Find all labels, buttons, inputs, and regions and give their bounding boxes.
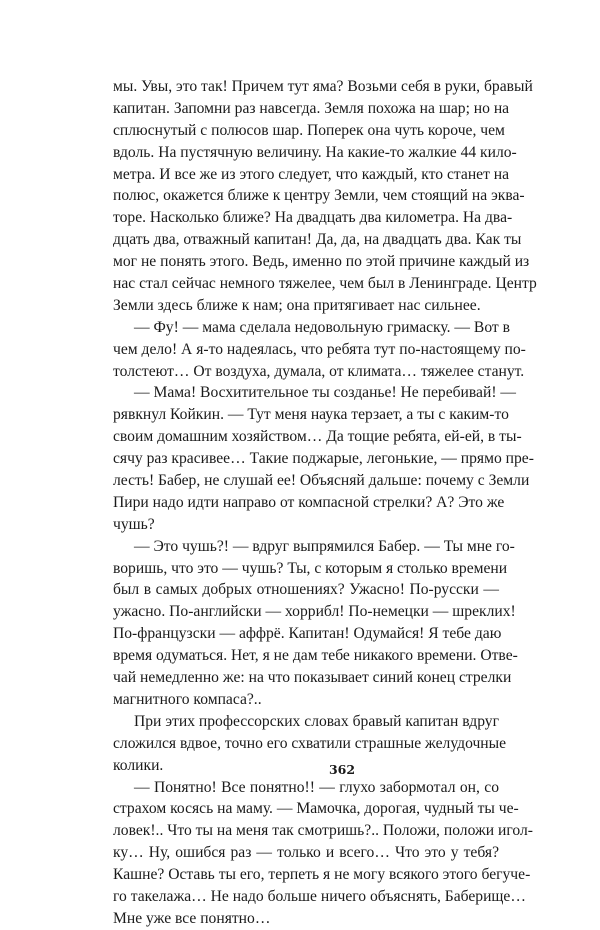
text-line: — Понятно! Все понятно!! — глухо забормотал он, со	[134, 778, 499, 796]
text-line: мы. Увы, это так! Причем тут яма? Возьми себя в руки, бравый	[113, 78, 533, 95]
text-line: Кашне? Оставь ты его, терпеть я не могу всякого этого бегуче-	[113, 866, 531, 884]
text-line: Земли здесь ближе к нам; она притягивает нас сильнее.	[113, 296, 481, 314]
text-line: магнитного компаса?..	[113, 690, 262, 708]
text-line: рявкнул Койкин. — Тут меня наука терзает, а ты с каким-то	[113, 406, 509, 424]
text-line: Мне уже все понятно…	[113, 909, 271, 927]
text-line: дцать два, отважный капитан! Да, да, на двадцать два. Как ты	[113, 231, 522, 249]
text-line: — Мама! Восхитительное ты созданье! Не перебивай! —	[134, 384, 517, 402]
text-line: мог не понять этого. Ведь, именно по этой причине каждый из	[113, 253, 530, 271]
text-line: По-французски — аффрё. Капитан! Одумайся! Я тебе даю	[113, 625, 502, 643]
text-line: — Фу! — мама сделала недовольную гримаску. — Вот в	[134, 318, 510, 336]
text-line: чушь?	[113, 515, 155, 533]
text-line: ужасно. По-английски — хоррибл! По-немецки — шреклих!	[113, 603, 516, 621]
text-line: При этих профессорских словах бравый капитан вдруг	[134, 712, 499, 730]
text-line: капитан. Запомни раз навсегда. Земля похожа на шар; но на	[113, 99, 510, 117]
text-line: Пири надо идти направо от компасной стрелки? А? Это же	[113, 493, 505, 511]
text-line: метра. И все же из этого следует, что каждый, кто станет на	[113, 165, 510, 183]
text-line: лесть! Бабер, не слушай ее! Объясняй дальше: почему с Земли	[113, 472, 530, 490]
text-line: страхом косясь на маму. — Мамочка, дорогая, чудный ты че-	[113, 800, 519, 818]
text-line: своим домашним хозяйством… Да тощие ребята, ей-ей, в ты-	[113, 428, 522, 446]
text-line: толстеют… От воздуха, думала, от климата… тяжелее станут.	[113, 362, 525, 380]
body-text	[113, 76, 537, 930]
text-line: сложился вдвое, точно его схватили страшные желудочные	[113, 734, 507, 752]
text-line: торе. Насколько ближе? На двадцать два километра. На два-	[113, 209, 513, 227]
text-line: ловек!.. Что ты на меня так смотришь?.. Положи, положи игол-	[113, 822, 533, 840]
page-number: 362	[328, 762, 356, 777]
text-line: сплюснутый с полюсов шар. Поперек она чуть короче, чем	[113, 121, 505, 139]
text-line: чай немедленно же: на что показывает синий конец стрелки	[113, 669, 512, 687]
text-line: ку… Ну, ошибся раз — только и всего… Что это у тебя?	[113, 844, 499, 862]
text-line: нас стал сейчас немного тяжелее, чем был в Ленинграде. Центр	[113, 275, 537, 293]
text-line: чем дело! А я-то надеялась, что ребята тут по-настоящему по-	[113, 340, 526, 358]
text-line: был в самых добрых отношениях? Ужасно! По-русски —	[113, 581, 499, 599]
text-line: сячу раз красивее… Такие поджарые, легонькие, — прямо пре-	[113, 450, 534, 468]
text-line: воришь, что это — чушь? Ты, с которым я столько времени	[113, 559, 508, 577]
text-line: колики.	[113, 756, 164, 774]
text-line: — Это чушь?! — вдруг выпрямился Бабер. — Ты мне го-	[134, 537, 515, 555]
text-line: вдоль. На пустячную величину. На какие-то жалкие 44 кило-	[113, 143, 517, 161]
text-line: го такелажа… Не надо больше ничего объяснять, Баберище…	[113, 887, 526, 905]
text-line: полюс, окажется ближе к центру Земли, чем стоящий на эква-	[113, 187, 525, 205]
text-line: время одуматься. Нет, я не дам тебе никакого времени. Отве-	[113, 647, 518, 665]
